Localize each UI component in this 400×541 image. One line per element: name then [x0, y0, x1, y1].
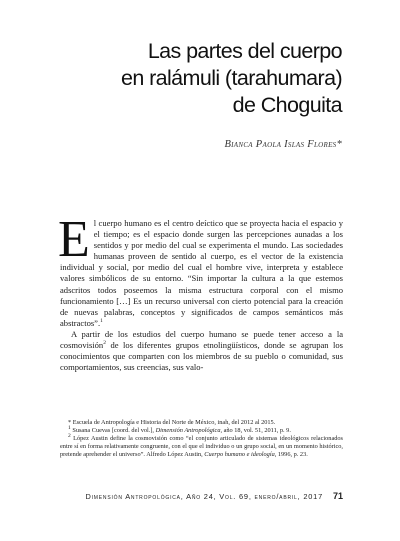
footnote-ref-2: 2 — [103, 340, 106, 347]
body-paragraph-2 — [60, 329, 343, 373]
title-line-1: Las partes del cuerpo — [147, 39, 342, 63]
page-number: 71 — [332, 491, 343, 501]
author-name: Bianca Paola Islas Flores* — [224, 139, 342, 150]
title-line-3: de Choguita — [232, 93, 342, 117]
footnote-1 — [60, 427, 343, 435]
journal-citation: Dimensión Antropológica, Año 24, Vol. 69, enero/abril, 2017 — [85, 492, 323, 501]
body-paragraph-1 — [58, 211, 343, 329]
footnote-star-text: Escuela de Antropología e Historia del Norte de México, inah, del 2012 al 2015. — [72, 419, 276, 426]
footnote-1-italic: Dimensión Antropológica — [155, 427, 221, 435]
paragraph-1-text: l cuerpo humano es el centro deíctico que se proyecta hacia el espacio y el tiempo; es el espacio donde surgen las percepciones aunadas a los sentidos y por medio del cual se experimenta el mundo. Las sociedades humanas proveen de sentido al cuerpo, es el vector de la existencia individual y social, por medio del cual el hombre vive, interpreta y establece valores simbólicos de su entorno. “Sin importar la cultura a la que estemos adscritos todos poseemos la misma estructura corporal con el mismo funcionamiento […] Es un recurso universal con cierto potencial para la creación de nuevas palabras, conceptos y significados de campos semánticos más abstractos”. — [60, 218, 343, 328]
footnote-ref-1: 1 — [100, 318, 103, 324]
article-body — [58, 211, 343, 373]
footnote-1-text-a: Susana Cuevas [coord. del vol.], — [70, 427, 156, 435]
footnotes — [60, 419, 343, 459]
paragraph-2-text-b: de los diferentes grupos etnolingüísticos, donde se agrupan los conocimientos que comparten con los miembros de su pueblo o comunidad, sus comportamientos, sus creencias, sus valo- — [60, 340, 343, 373]
footnote-2 — [60, 435, 343, 459]
footnote-1-text-b: , año 18, vol. 51, 2011, p. 9. — [220, 427, 291, 435]
article-title — [42, 38, 342, 119]
footnote-1-mark: 1 — [68, 425, 71, 431]
footnote-2-mark: 2 — [68, 433, 71, 440]
footnote-2-text-a: López Austin define la cosmovisión como “el conjunto articulado de sistemas ideológicos relacionados entre sí en forma relativamente congruente, con el que el individuo o un grupo social, en un momento histórico, pretende aprehender el universo”. Alfredo López Austin, — [60, 435, 343, 459]
footnote-2-italic: Cuerpo humano e ideología — [204, 451, 275, 459]
page-footer — [85, 491, 343, 501]
footnote-2-text-b: , 1996, p. 23. — [274, 451, 308, 459]
drop-cap: E — [58, 211, 90, 268]
title-line-2: en ralámuli (tarahumara) — [121, 66, 342, 90]
paragraph-2-text-a: A partir de los estudios del cuerpo humano se puede tener acceso a la cosmovisión — [60, 328, 343, 351]
footnote-star-mark: * — [68, 419, 73, 426]
footnote-author-affiliation — [60, 419, 343, 427]
